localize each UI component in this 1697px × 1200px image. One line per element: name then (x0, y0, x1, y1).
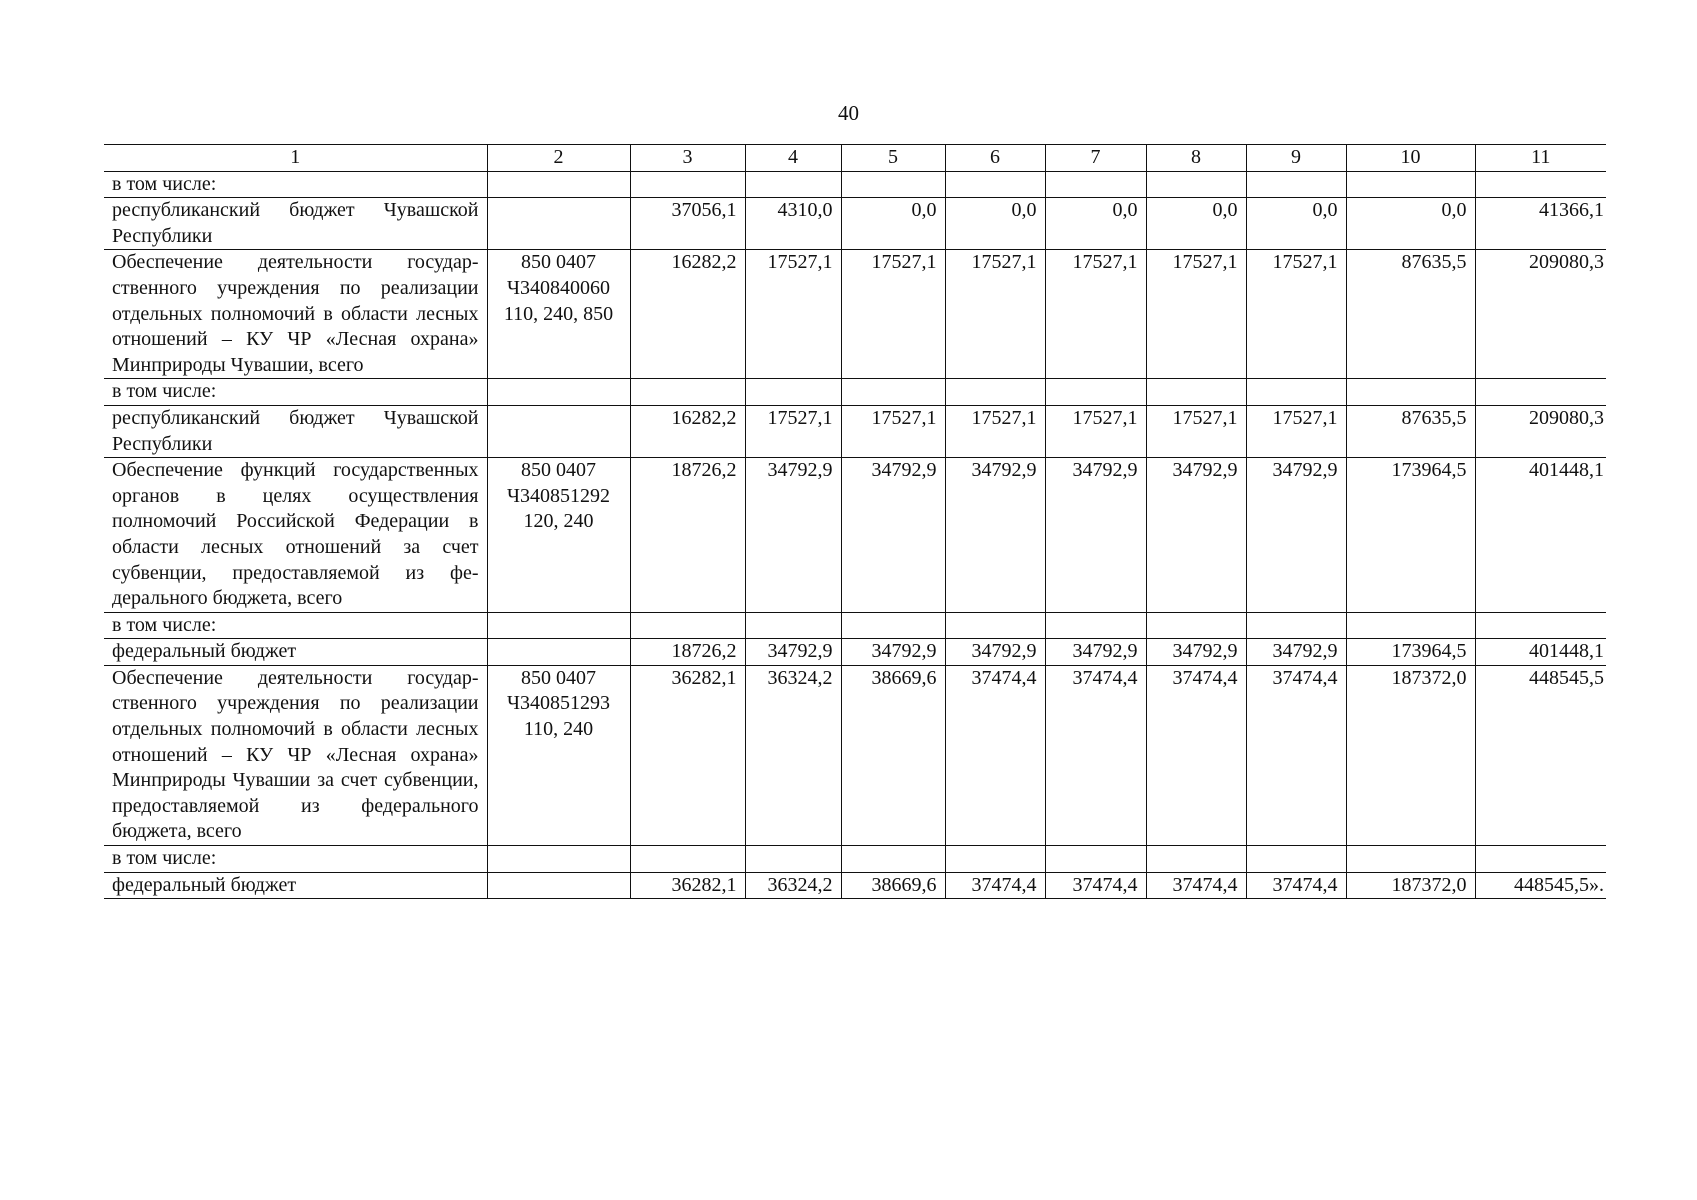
value-cell: 34792,9 (1146, 458, 1246, 613)
row-label: Обеспечение деятельности государственного учреждения по реализации отдельных полномочий в области лесных отношений – КУ ЧР «Лесная охрана» Минприроды Чувашии за счет субвенции, предоставляемой из федерального бюджета, всего (104, 665, 487, 845)
value-cell: 34792,9 (945, 639, 1045, 666)
value-cell (630, 171, 745, 198)
table-row (104, 639, 1606, 666)
budget-code (487, 405, 630, 457)
value-cell: 173964,5 (1346, 639, 1475, 666)
row-label: в том числе: (104, 846, 487, 873)
value-cell (1045, 379, 1146, 406)
value-cell: 187372,0 (1346, 665, 1475, 845)
value-cell: 17527,1 (1246, 250, 1346, 379)
table-row (104, 846, 1606, 873)
column-number-9: 9 (1246, 145, 1346, 172)
value-cell (745, 846, 841, 873)
row-label: Обеспечение деятельности государственного учреждения по реализации отдельных полномочий в области лесных отношений – КУ ЧР «Лесная охрана» Минприроды Чувашии, всего (104, 250, 487, 379)
value-cell: 36282,1 (630, 872, 745, 899)
value-cell: 37474,4 (1246, 872, 1346, 899)
value-cell: 18726,2 (630, 639, 745, 666)
value-cell (630, 846, 745, 873)
row-label: федеральный бюджет (104, 639, 487, 666)
budget-code (487, 171, 630, 198)
table-row (104, 171, 1606, 198)
value-cell: 0,0 (1045, 198, 1146, 250)
value-cell (945, 171, 1045, 198)
row-label: федеральный бюджет (104, 872, 487, 899)
column-number-11: 11 (1475, 145, 1606, 172)
value-cell (745, 379, 841, 406)
value-cell: 17527,1 (1146, 250, 1246, 379)
column-number-2: 2 (487, 145, 630, 172)
value-cell: 38669,6 (841, 665, 945, 845)
budget-code (487, 612, 630, 639)
value-cell (1146, 846, 1246, 873)
value-cell (841, 612, 945, 639)
value-cell (1146, 612, 1246, 639)
value-cell (1246, 846, 1346, 873)
value-cell: 37474,4 (1045, 872, 1146, 899)
value-cell: 401448,1 (1475, 458, 1606, 613)
value-cell: 17527,1 (745, 250, 841, 379)
value-cell: 4310,0 (745, 198, 841, 250)
value-cell: 34792,9 (841, 458, 945, 613)
value-cell (1475, 846, 1606, 873)
budget-table (104, 144, 1606, 899)
value-cell: 17527,1 (1246, 405, 1346, 457)
value-cell: 17527,1 (945, 405, 1045, 457)
table-row (104, 250, 1606, 379)
budget-code (487, 639, 630, 666)
value-cell: 36324,2 (745, 665, 841, 845)
value-cell: 0,0 (841, 198, 945, 250)
value-cell: 448545,5». (1475, 872, 1606, 899)
value-cell: 34792,9 (945, 458, 1045, 613)
value-cell (1045, 612, 1146, 639)
value-cell: 0,0 (1146, 198, 1246, 250)
value-cell (745, 171, 841, 198)
row-label: в том числе: (104, 379, 487, 406)
value-cell (745, 612, 841, 639)
value-cell (1475, 612, 1606, 639)
value-cell (1246, 171, 1346, 198)
value-cell: 34792,9 (1146, 639, 1246, 666)
value-cell (1045, 846, 1146, 873)
table-row (104, 872, 1606, 899)
value-cell (1475, 379, 1606, 406)
value-cell: 87635,5 (1346, 250, 1475, 379)
table-row (104, 379, 1606, 406)
table-row (104, 458, 1606, 613)
table-row (104, 665, 1606, 845)
value-cell (630, 379, 745, 406)
value-cell: 34792,9 (745, 458, 841, 613)
column-number-1: 1 (104, 145, 487, 172)
value-cell (1346, 846, 1475, 873)
table-row (104, 198, 1606, 250)
value-cell: 34792,9 (745, 639, 841, 666)
value-cell: 17527,1 (841, 250, 945, 379)
value-cell: 209080,3 (1475, 250, 1606, 379)
column-number-5: 5 (841, 145, 945, 172)
value-cell: 34792,9 (1246, 639, 1346, 666)
budget-code (487, 872, 630, 899)
value-cell: 0,0 (1246, 198, 1346, 250)
value-cell: 36282,1 (630, 665, 745, 845)
value-cell: 34792,9 (1246, 458, 1346, 613)
value-cell (1346, 612, 1475, 639)
value-cell (1246, 379, 1346, 406)
row-label: Обеспечение функций государственных органов в целях осуществления полномочий Российской Федерации в области лесных отношений за счет субвенции, предоставляемой из федерального бюджета, всего (104, 458, 487, 613)
value-cell: 37474,4 (1045, 665, 1146, 845)
row-label: в том числе: (104, 171, 487, 198)
value-cell: 37056,1 (630, 198, 745, 250)
budget-code (487, 198, 630, 250)
value-cell: 36324,2 (745, 872, 841, 899)
column-number-10: 10 (1346, 145, 1475, 172)
value-cell (1045, 171, 1146, 198)
budget-code: 850 0407 Ч340851292 120, 240 (487, 458, 630, 613)
value-cell: 187372,0 (1346, 872, 1475, 899)
value-cell: 38669,6 (841, 872, 945, 899)
value-cell: 37474,4 (945, 665, 1045, 845)
row-label: республиканский бюджет Чувашской Республики (104, 198, 487, 250)
value-cell: 16282,2 (630, 250, 745, 379)
value-cell: 37474,4 (1146, 665, 1246, 845)
value-cell: 16282,2 (630, 405, 745, 457)
value-cell (841, 379, 945, 406)
row-label: в том числе: (104, 612, 487, 639)
value-cell: 18726,2 (630, 458, 745, 613)
value-cell (1146, 171, 1246, 198)
value-cell: 448545,5 (1475, 665, 1606, 845)
value-cell: 34792,9 (841, 639, 945, 666)
value-cell (1475, 171, 1606, 198)
value-cell: 87635,5 (1346, 405, 1475, 457)
column-number-8: 8 (1146, 145, 1246, 172)
value-cell (1346, 171, 1475, 198)
column-number-6: 6 (945, 145, 1045, 172)
budget-code: 850 0407 Ч340851293 110, 240 (487, 665, 630, 845)
budget-code: 850 0407 Ч340840060 110, 240, 850 (487, 250, 630, 379)
value-cell (945, 379, 1045, 406)
row-label: республиканский бюджет Чувашской Республики (104, 405, 487, 457)
value-cell: 0,0 (945, 198, 1045, 250)
table-row (104, 405, 1606, 457)
value-cell: 0,0 (1346, 198, 1475, 250)
value-cell: 209080,3 (1475, 405, 1606, 457)
value-cell: 17527,1 (1146, 405, 1246, 457)
column-number-4: 4 (745, 145, 841, 172)
table-header-row (104, 145, 1606, 172)
value-cell (630, 612, 745, 639)
value-cell (945, 846, 1045, 873)
column-number-7: 7 (1045, 145, 1146, 172)
value-cell: 17527,1 (841, 405, 945, 457)
value-cell (945, 612, 1045, 639)
value-cell: 17527,1 (745, 405, 841, 457)
value-cell (1246, 612, 1346, 639)
value-cell: 34792,9 (1045, 639, 1146, 666)
value-cell: 34792,9 (1045, 458, 1146, 613)
value-cell (841, 171, 945, 198)
value-cell: 37474,4 (945, 872, 1045, 899)
value-cell: 17527,1 (1045, 405, 1146, 457)
table-row (104, 612, 1606, 639)
budget-code (487, 379, 630, 406)
value-cell (1346, 379, 1475, 406)
value-cell (841, 846, 945, 873)
value-cell: 37474,4 (1246, 665, 1346, 845)
value-cell: 41366,1 (1475, 198, 1606, 250)
value-cell: 17527,1 (945, 250, 1045, 379)
value-cell (1146, 379, 1246, 406)
value-cell: 173964,5 (1346, 458, 1475, 613)
page-number: 40 (838, 101, 859, 125)
column-number-3: 3 (630, 145, 745, 172)
value-cell: 17527,1 (1045, 250, 1146, 379)
budget-code (487, 846, 630, 873)
value-cell: 401448,1 (1475, 639, 1606, 666)
value-cell: 37474,4 (1146, 872, 1246, 899)
